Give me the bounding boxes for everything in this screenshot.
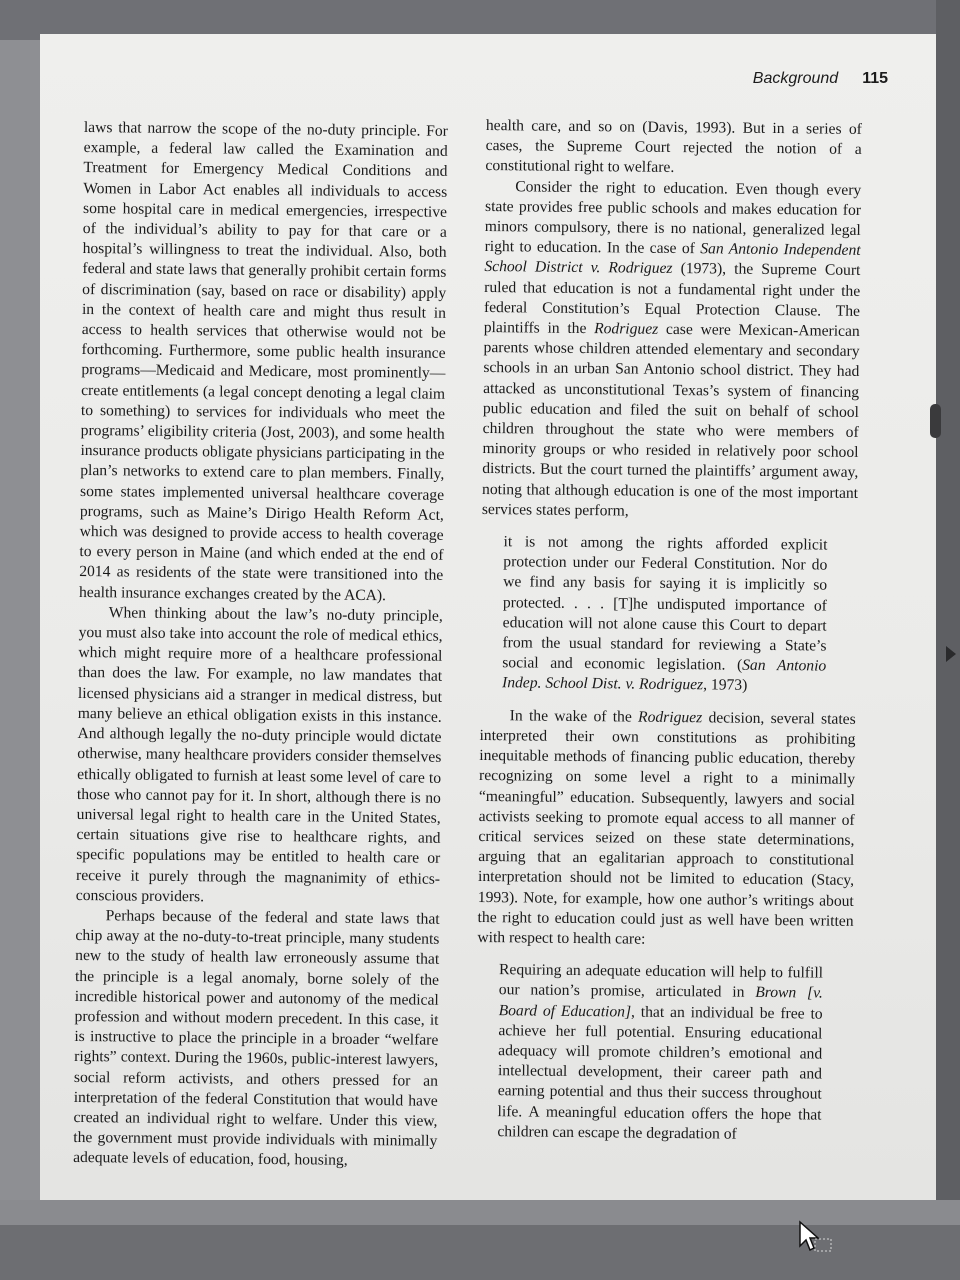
- paragraph: [477, 706, 856, 952]
- header-section-title: Background: [752, 70, 839, 87]
- text-run: it is not among the rights afforded explicit protection under our Federal Constitution. Nor do we find any basis for saying it is implicitly so protected. . . . [T]he undisputed importance of education will not alone cause this Court to depart from the usual standard for reviewing a State’s social and economic legislation. (: [502, 533, 828, 674]
- viewer-side-panel: [936, 0, 960, 1280]
- play-arrow-icon[interactable]: [946, 646, 956, 662]
- case-name: Rodriguez: [638, 708, 703, 726]
- mouse-cursor-icon: [798, 1220, 834, 1256]
- text-run: Consider the right to education. Even though every state provides free public schools and makes education for minors compulsory, there is no national, generalized legal right to education. In the case of: [484, 177, 862, 258]
- paragraph: laws that narrow the scope of the no-duty principle. For example, a federal law called the Examination and Treatment for Emergency Medical Conditions and Women in Labor Act enables all individuals to access some hospital care in medical emergencies, irrespective of the individual’s ability to pay for that care or a hospital’s willingness to treat the individual. Also, both federal and state laws that generally prohibit certain forms of discrimination (say, based on race or disability) apply in the context of health care and might thus result in access to health services that otherwise would not be forthcoming. Furthermore, some public health insurance programs—Medicaid and Medicare, most prominently—create entitlements (a legal concept denoting a legal claim to something) to services for individuals who meet the programs’ eligibility criteria (Jost, 2003), and some health insurance products obligate physicians participating in the plan’s networks to extend care to plan members. Finally, some states implemented universal healthcare coverage programs, such as Maine’s Dirigo Health Reform Act, which was designed to provide access to health coverage to every person in Maine (and which ended at the end of 2014 as residents of the state were transitioned into the health insurance exchanges created by the ACA).: [78, 118, 448, 604]
- header-page-number: 115: [862, 70, 888, 87]
- paragraph: [482, 177, 862, 524]
- block-quote: [502, 532, 828, 697]
- text-run: Requiring an adequate education will help to fulfill our nation’s promise, articulated in: [498, 961, 824, 1002]
- running-header: [753, 70, 888, 88]
- right-column: [475, 116, 862, 1158]
- text-run: , 1973): [703, 676, 748, 695]
- citation: San Antonio Indep. School Dist. v. Rodriguez: [501, 656, 827, 694]
- paragraph: When thinking about the law’s no-duty principle, you must also take into account the role of medical ethics, which might require more of a healthcare professional than does the law. For example, no law mandates that licensed physicians aid a stranger in medical distress, but many believe an ethical obligation exists in this instance. And although legally the no-duty principle would dictate otherwise, many healthcare providers consider themselves ethically obligated to furnish at least some level of care to those who cannot pay for it. In short, although there is no universal legal right to health care in the United States, certain situations give rise to healthcare rights, and specific populations may be entitled to health care or receive it purely through the magnanimity of ethics-conscious providers.: [75, 604, 443, 906]
- scrollbar-thumb[interactable]: [930, 404, 941, 438]
- text-run: case were Mexican-American parents whose children attended elementary and secondary schools in an urban San Antonio school district. They had attacked as unconstitutional Texas’s system of financing public education and filed the suit on behalf of school children throughout the state who were members of minority groups or who resided in relatively poor school districts. But the court turned the plaintiffs’ argument away, noting that although education is one of the most important services states perform,: [481, 320, 860, 520]
- case-name: San Antonio Independent School District v. Rodriguez: [484, 240, 861, 278]
- text-run: In the wake of the: [509, 706, 639, 726]
- block-quote: [497, 960, 823, 1145]
- left-column: [73, 118, 448, 1172]
- paragraph: health care, and so on (Davis, 1993). But in a series of cases, the Supreme Court rejected the notion of a constitutional right to welfare.: [485, 116, 862, 177]
- case-name: Rodriguez: [594, 320, 659, 338]
- paragraph: Perhaps because of the federal and state laws that chip away at the no-duty-to-treat principle, many students new to the study of health law erroneously assume that the principle is a legal anomaly, borne solely of the incredible historical power and autonomy of the medical profession and without modern precedent. In this case, it is instructive to place the principle in a broader “welfare rights” context. During the 1960s, public-interest lawyers, social reform activists, and others pressed for an interpretation of the federal Constitution that would have created an individual right to welfare. Under this view, the government must provide individuals with minimally adequate levels of education, food, housing,: [73, 907, 440, 1170]
- text-run: (1973), the Supreme Court ruled that education is not a fundamental right under the federal Constitution’s Equal Protection Clause. The plaintiffs in the: [483, 260, 861, 338]
- text-run: decision, several states interpreted their own constitutions as prohibiting inequitable methods of financing public education, thereby recognizing on some level a right to a minimally “meaningful” education. Subsequently, lawyers and social activists seeking to promote equal access to all manner of critical services seized on these state determinations, arguing that an egalitarian approach to constitutional interpretation should not be limited to education (Stacy, 1993). Note, for example, how one author’s writings about the right to education could just as well have been written with respect to health care:: [477, 708, 856, 948]
- case-name: Brown [v. Board of Education]: [498, 984, 823, 1021]
- text-run: , that an individual be free to achieve her full potential. Ensuring educational adequacy will promote children’s emotional and intellectual development, their career path and earning potential and thus their success throughout life. A meaningful education offers the hope that children can escape the degradation of: [497, 1003, 823, 1143]
